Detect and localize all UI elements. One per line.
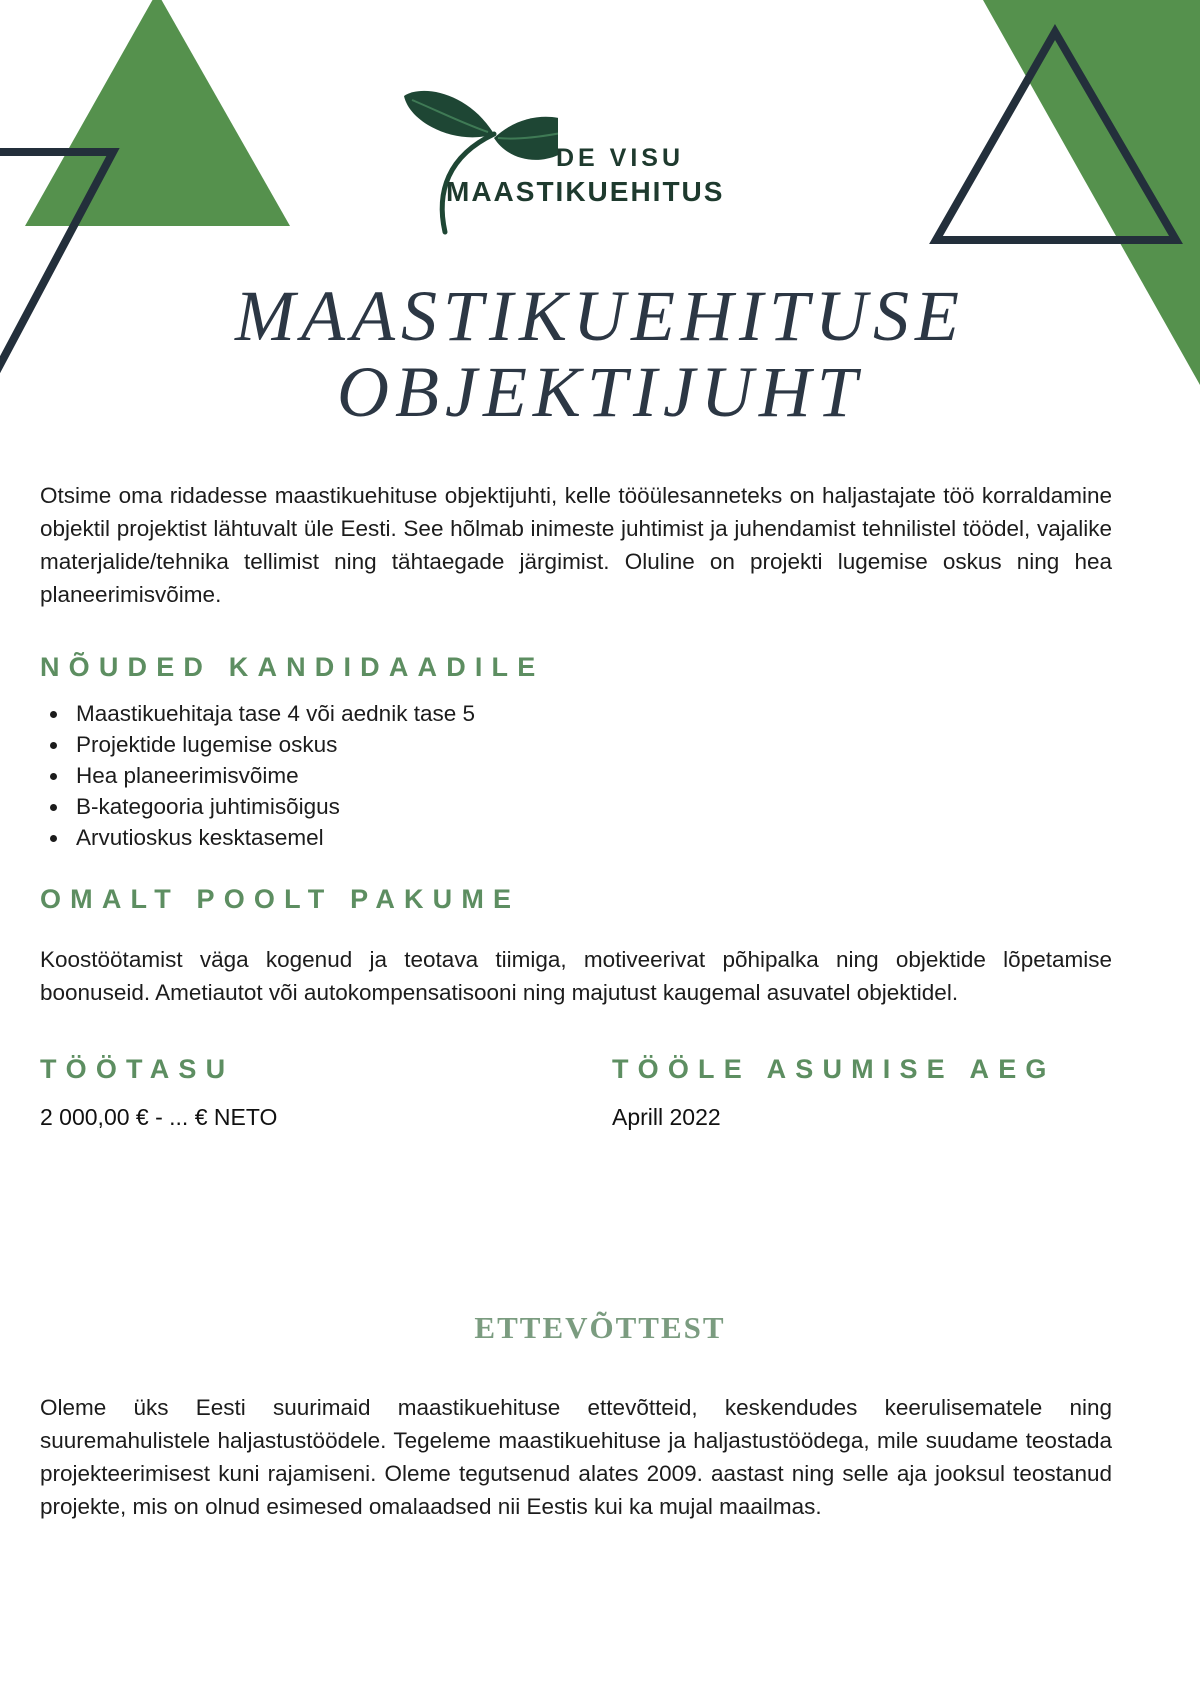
green-triangle <box>25 0 290 226</box>
requirement-item: • Projektide lugemise oskus <box>70 729 1070 760</box>
salary-value: 2 000,00 € - ... € NETO <box>40 1104 278 1130</box>
requirement-item: • Maastikuehitaja tase 4 või aednik tase 5 <box>70 698 1070 729</box>
page-title-line2: OBJEKTIJUHT <box>337 352 863 432</box>
start-date-heading: TÖÖLE ASUMISE AEG <box>612 1054 1056 1084</box>
logo-text-line2: MAASTIKUEHITUS <box>446 176 725 207</box>
start-date-value: Aprill 2022 <box>612 1104 721 1130</box>
page-title <box>0 278 1200 430</box>
company-logo <box>398 80 858 240</box>
requirement-item: • Hea planeerimisvõime <box>70 760 1070 791</box>
salary-heading: TÖÖTASU <box>40 1054 235 1084</box>
outline-triangle <box>936 32 1176 240</box>
offer-heading: OMALT POOLT PAKUME <box>40 884 521 914</box>
sprout-leaves-icon <box>398 80 558 240</box>
requirements-list <box>44 698 1070 853</box>
requirement-item: • B-kategooria juhtimisõigus <box>70 791 1070 822</box>
offer-paragraph: Koostöötamist väga kogenud ja teotava tiimiga, motiveerivat põhipalka ning objektide lõpetamise boonuseid. Ametiautot või autokompensatisooni ning majutust kaugemal asuvatel objektidel. <box>40 946 1112 1005</box>
company-paragraph: Oleme üks Eesti suurimaid maastikuehituse ettevõtteid, keskendudes keerulisematele ning suuremahulistele haljastustöödele. Tegeleme maastikuehituse ja haljastustöödega, mile suudame teostada projekteerimisest kuni rajamiseni. Oleme tegutsenud alates 2009. aastast ning selle aja jooksul teostanud projekte, mis on olnud esimesed omalaadsed nii Eestis kui ka mujal maailmas. <box>40 1394 1112 1519</box>
requirement-item: • Arvutioskus kesktasemel <box>70 822 1070 853</box>
company-heading: ETTEVÕTTEST <box>474 1310 726 1345</box>
requirements-heading: NÕUDED KANDIDAADILE <box>40 652 545 682</box>
intro-paragraph: Otsime oma ridadesse maastikuehituse objektijuhti, kelle tööülesanneteks on haljastajate töö korraldamine objektil projektist lähtuvalt üle Eesti. See hõlmab inimeste juhtimist ja juhendamist tehnilistel töödel, vajalike materjalide/tehnika tellimist ning tähtaegade järgimist. Oluline on projekti lugemise oskus ning hea planeerimisvõime. <box>40 482 1112 607</box>
logo-text-line1: DE VISU <box>556 144 685 172</box>
page-title-line1: MAASTIKUEHITUSE <box>235 276 965 356</box>
